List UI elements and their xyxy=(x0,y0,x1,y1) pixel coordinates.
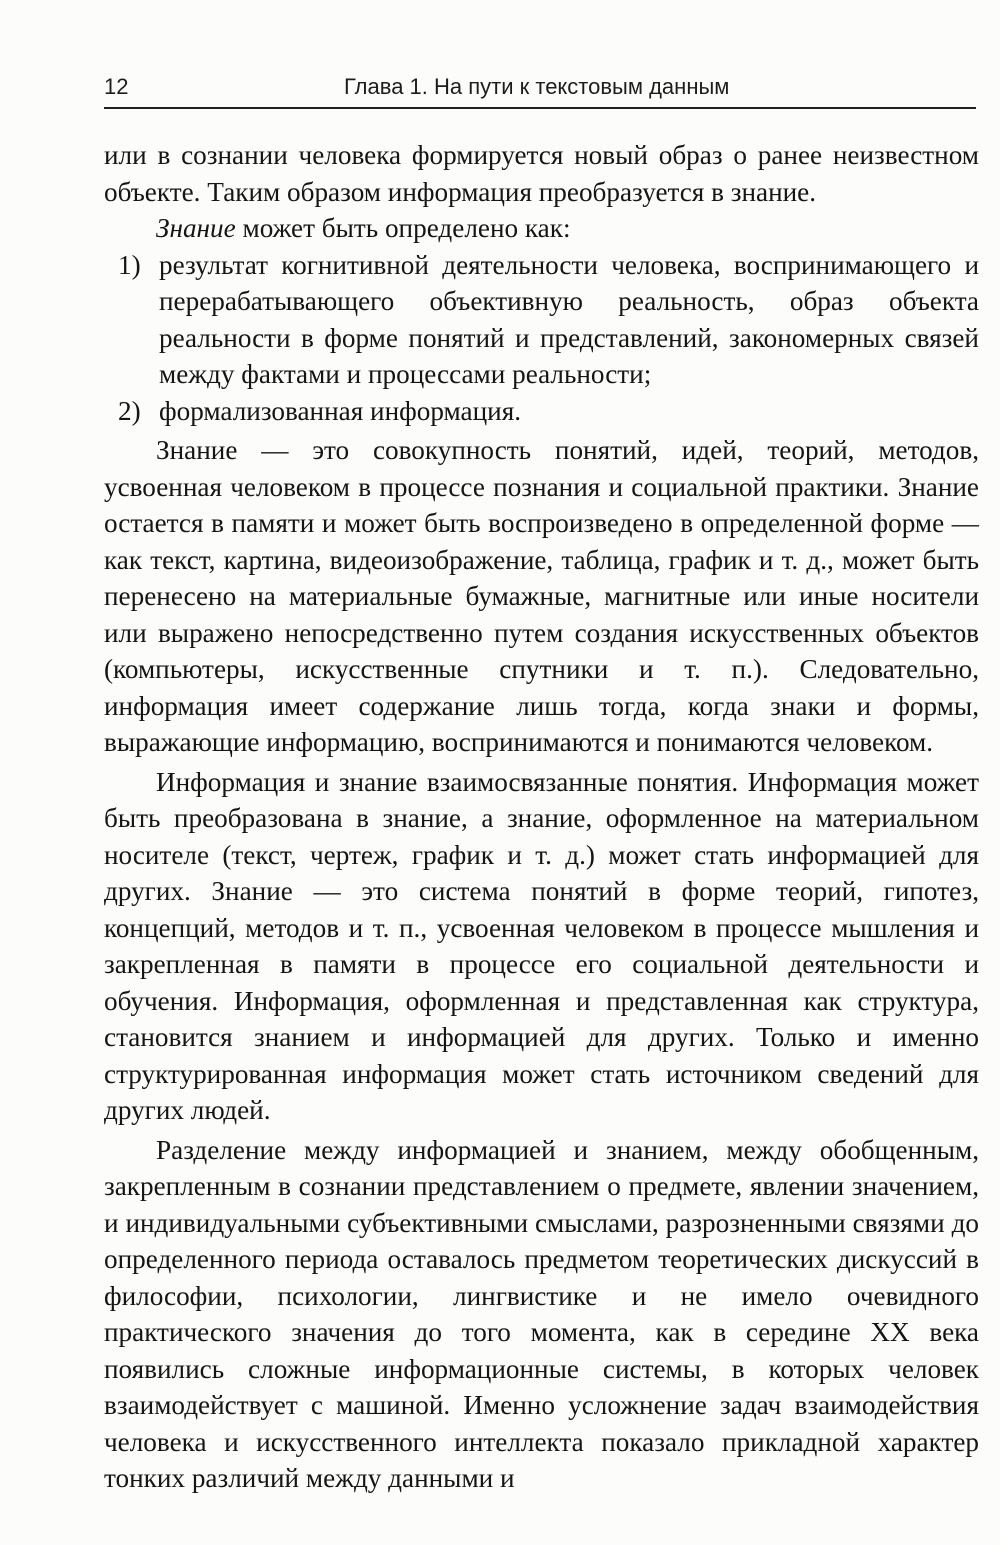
definition-intro-text: может быть определено как: xyxy=(235,213,571,243)
list-item-number: 1) xyxy=(118,249,141,280)
chapter-title: Глава 1. На пути к текстовым данным xyxy=(344,74,730,99)
running-header xyxy=(104,71,976,105)
list-item xyxy=(104,247,979,393)
list-item-text: формализованная информация. xyxy=(159,395,521,426)
definition-intro xyxy=(104,210,979,247)
continued-paragraph: или в сознании человека формируется новый образ о ранее неизвестном объекте. Таким образом информация преобразуется в знание. xyxy=(104,140,979,207)
definition-list xyxy=(104,247,979,430)
paragraph-knowledge: Знание — это совокупность понятий, идей, теорий, методов, усвоенная человеком в процессе познания и социальной практики. Знание остается в памяти и может быть воспроизведено в определенной форме — как текст, картина, видеоизображение, таблица, график и т. д., может быть перенесено на материальные бумажные, магнитные или иные носители или выражено непосредственно путем создания искусственных объектов (компьютеры, искусственные спутники и т. п.). Следовательно, информация имеет содержание лишь тогда, когда знаки и формы, выражающие информацию, воспринимаются и понимаются человеком. xyxy=(104,435,979,757)
header-rule xyxy=(104,107,976,109)
list-item-text: результат когнитивной деятельности человека, воспринимающего и перерабатывающего объективную реальность, образ объекта реальности в форме понятий и представлений, закономерных связей между фактами и процессами реальности; xyxy=(159,249,979,389)
page-number: 12 xyxy=(104,74,129,99)
paragraph-information-knowledge: Информация и знание взаимосвязанные понятия. Информация может быть преобразована в знание, а знание, оформленное на материальном носителе (текст, чертеж, график и т. д.) может стать информацией для других. Знание — это система понятий в форме теорий, гипотез, концепций, методов и т. п., усвоенная человеком в процессе мышления и закрепленная в памяти в процессе его социальной деятельности и обучения. Информация, оформленная и представленная как структура, становится знанием и информацией для других. Только и именно структурированная информация может стать источником сведений для других людей. xyxy=(104,766,979,1125)
defined-term: Знание xyxy=(156,213,236,243)
paragraph-separation: Разделение между информацией и знанием, между обобщенным, закрепленным в сознании представлением о предмете, явлении значением, и индивидуальными субъективными смыслами, разрозненными связями до определенного периода оставалось предметом теоретических дискуссий в философии, психологии, лингвистике и не имело очевидного практического значения до того момента, как в середине XX века появились сложные информационные системы, в которых человек взаимодействует с машиной. Именно усложнение задач взаимодействия человека и искусственного интеллекта показало прикладной характер тонких различий между данными и xyxy=(104,1134,979,1493)
page-body xyxy=(104,137,979,1497)
list-item-number: 2) xyxy=(118,395,141,426)
list-item xyxy=(104,393,979,430)
